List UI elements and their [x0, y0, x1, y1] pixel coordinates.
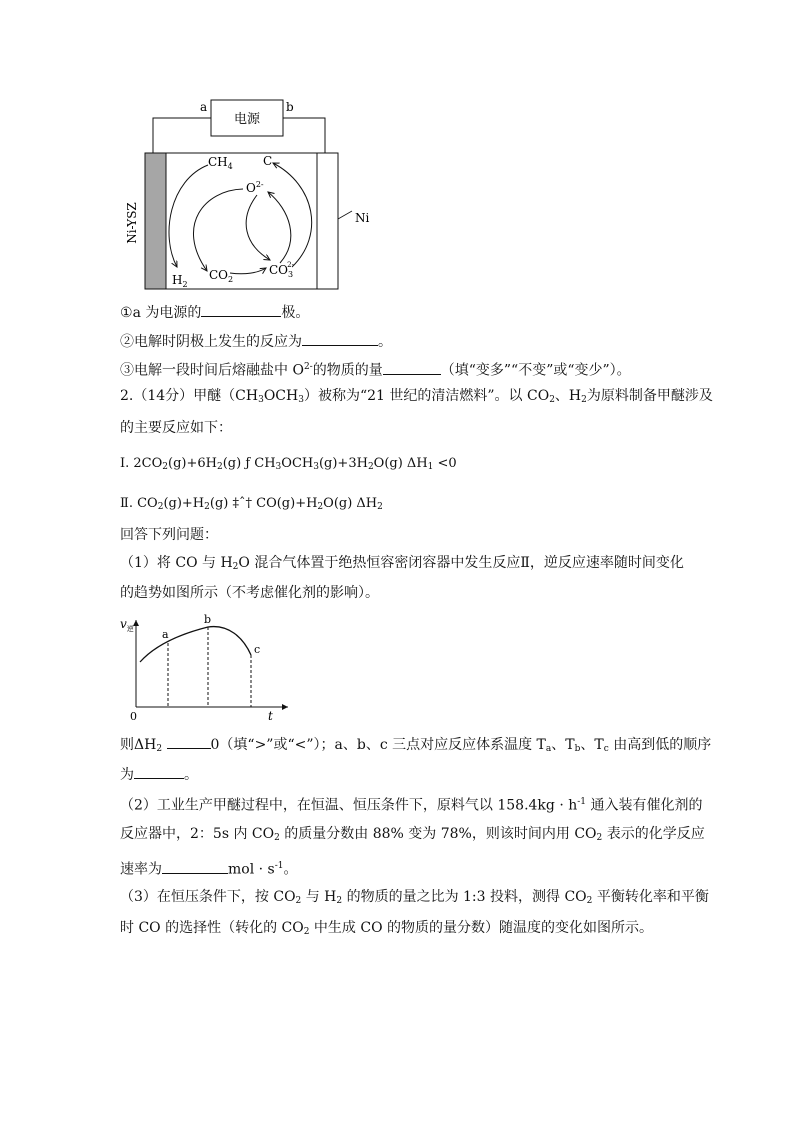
answer-blank[interactable]	[383, 360, 441, 375]
electrolysis-diagram	[120, 95, 380, 295]
part-1-question-line2: 为 。	[120, 764, 198, 785]
wire-a	[153, 118, 211, 153]
part-2-line2: 反应器中，2：5s 内 $CO_2$ 的质量分数由 88% 变为 78%，则该时间内用 $CO_2$ 表示的化学反应	[120, 826, 705, 843]
left-electrode-label: Ni-YSZ	[125, 202, 139, 244]
question-2: ②电解时阴极上发生的反应为 。	[120, 331, 392, 352]
part-2-line3: 速率为 mol · $s^{-1}$。	[120, 856, 298, 880]
part-3-line1: （3）在恒压条件下，按 $CO_2$ 与 $H_2$ 的物质的量之比为 1:3 投料，测得 $CO_2$ 平衡转化率和平衡	[120, 889, 709, 906]
answer-blank[interactable]	[134, 764, 184, 779]
point-a-label: a	[162, 628, 169, 641]
o2-label: $O^{2-}$	[246, 180, 264, 195]
point-b-label: b	[204, 613, 212, 626]
power-source-label: 电源	[233, 112, 261, 127]
x-axis-label: t	[268, 709, 273, 723]
co3-label: $CO_32-$	[269, 261, 294, 279]
terminal-a-label: a	[200, 100, 208, 114]
question-3: ③电解一段时间后熔融盐中 $O^{2-}$的物质的量 （填“变多”“不变”或“变少”）。	[120, 357, 631, 381]
part-1-line2: 的趋势如图所示（不考虑催化剂的影响）。	[120, 585, 379, 601]
terminal-b-label: b	[286, 100, 294, 114]
ch4-label: $CH_4$	[208, 155, 233, 171]
problem-2-line2: 的主要反应如下：	[120, 420, 232, 436]
co2-label: $CO_2$	[209, 268, 234, 284]
part-3-line2: 时 CO 的选择性（转化的 $CO_2$ 中生成 CO 的物质的量分数）随温度的变化如图所示。	[120, 920, 654, 937]
answer-blank[interactable]	[167, 734, 211, 749]
answer-blank[interactable]	[162, 859, 228, 874]
point-c-label: c	[254, 643, 261, 656]
reaction-2: Ⅱ. $CO_2(g)+H_2(g)$ ‡ˆ† $CO(g)+H_2O(g)$ $\Delta H_2$	[120, 496, 383, 512]
problem-2-heading: 2.（14分）甲醚$(CH_3OCH_3)$被称为“21 世纪的清洁燃料”。以 $CO_2$、$H_2$为原料制备甲醚涉及	[120, 388, 713, 405]
cell-outline	[145, 153, 338, 289]
answer-intro: 回答下列问题：	[120, 527, 218, 543]
answer-blank[interactable]	[302, 331, 378, 346]
origin-label: 0	[130, 710, 137, 723]
right-electrode-label: Ni	[355, 211, 370, 225]
right-electrode	[317, 153, 338, 289]
reaction-1: Ⅰ. $2CO_2(g)+6H_2(g)$ ƒ $CH_3OCH_3(g)+3H_2O(g)$ $\Delta H_1 <0$	[120, 456, 457, 472]
rate-time-graph	[118, 612, 293, 724]
h2-label: $H_2$	[172, 273, 188, 289]
rate-curve	[140, 627, 251, 662]
y-axis-label: $v_逆$	[120, 617, 134, 633]
part-1-line1: （1）将 CO 与 $H_2O$ 混合气体置于绝热恒容密闭容器中发生反应Ⅱ，逆反应速率随时间变化	[120, 555, 684, 572]
question-1: ①a 为电源的 极。	[120, 302, 309, 323]
c-label: C	[263, 154, 273, 168]
left-electrode	[145, 153, 166, 289]
part-1-question: 则$\Delta H_2$ 0（填“>”或“<”）；a、b、c 三点对应反应体系温度 $T_a$、$T_b$、$T_c$ 由高到低的顺序	[120, 734, 711, 759]
wire-b	[283, 118, 325, 153]
part-2-line1: （2）工业生产甲醚过程中，在恒温、恒压条件下，原料气以 $158.4kg \cdot h^{-1}$ 通入装有催化剂的	[120, 797, 703, 814]
answer-blank[interactable]	[201, 302, 281, 317]
